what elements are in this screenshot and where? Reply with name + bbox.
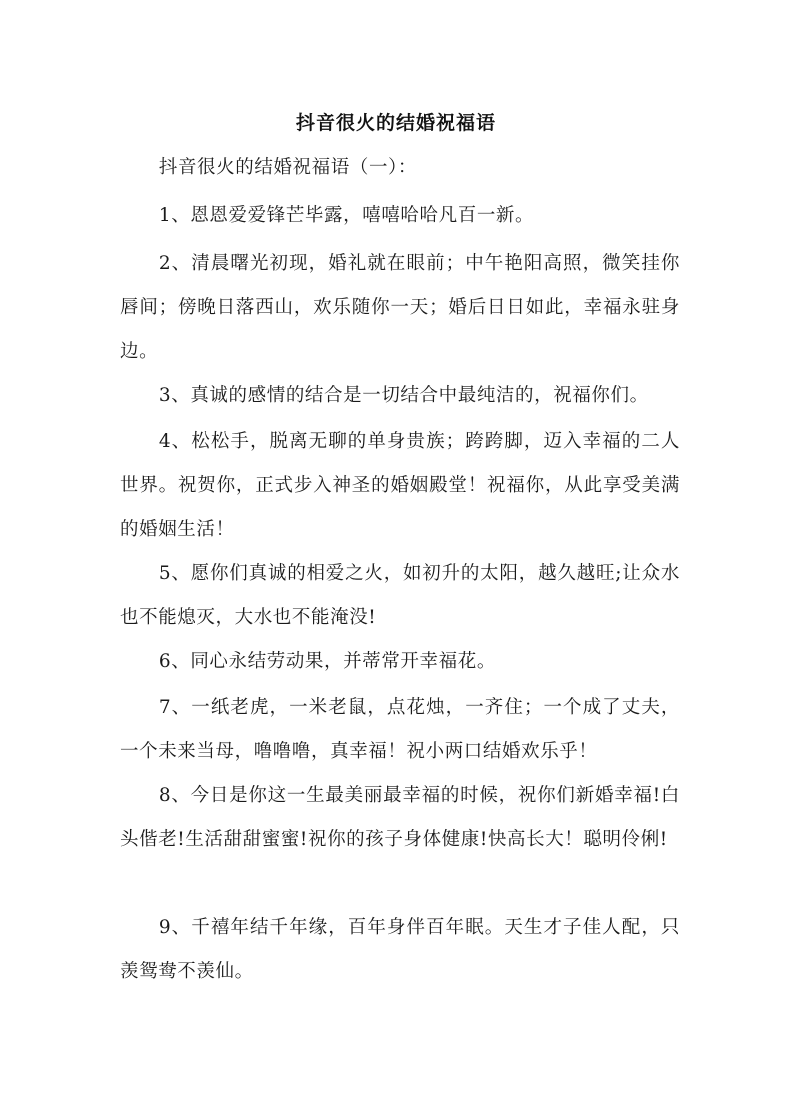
paragraph-2: 2、清晨曙光初现，婚礼就在眼前；中午艳阳高照，微笑挂你唇间；傍晚日落西山，欢乐随你一天；婚后日日如此，幸福永驻身边。 [120, 253, 680, 362]
paragraph-8: 8、今日是你这一生最美丽最幸福的时候，祝你们新婚幸福!白头偕老!生活甜甜蜜蜜!祝你的孩子身体健康!快高长大！聪明伶俐! [120, 785, 680, 850]
paragraph-6: 6、同心永结劳动果，并蒂常开幸福花。 [158, 651, 496, 672]
paragraph-1: 1、恩恩爱爱锋芒毕露，嘻嘻哈哈凡百一新。 [158, 205, 535, 226]
paragraph-4: 4、松松手，脱离无聊的单身贵族；跨跨脚，迈入幸福的二人世界。祝贺你，正式步入神圣的婚姻殿堂！祝福你，从此享受美满的婚姻生活！ [120, 431, 680, 540]
paragraph-9: 9、千禧年结千年缘，百年身伴百年眠。天生才子佳人配，只羡鸳鸯不羡仙。 [120, 917, 680, 982]
paragraph-subheading: 抖音很火的结婚祝福语（一）： [158, 157, 417, 178]
document-title: 抖音很火的结婚祝福语 [295, 112, 496, 134]
paragraph-3: 3、真诚的感情的结合是一切结合中最纯洁的，祝福你们。 [158, 385, 649, 406]
paragraph-5: 5、愿你们真诚的相爱之火，如初升的太阳，越久越旺;让众水也不能熄灭，大水也不能淹没! [120, 563, 680, 628]
paragraph-7: 7、一纸老虎，一米老鼠，点花烛，一齐住；一个成了丈夫，一个未来当母，噜噜噜，真幸福！祝小两口结婚欢乐乎！ [120, 697, 680, 762]
